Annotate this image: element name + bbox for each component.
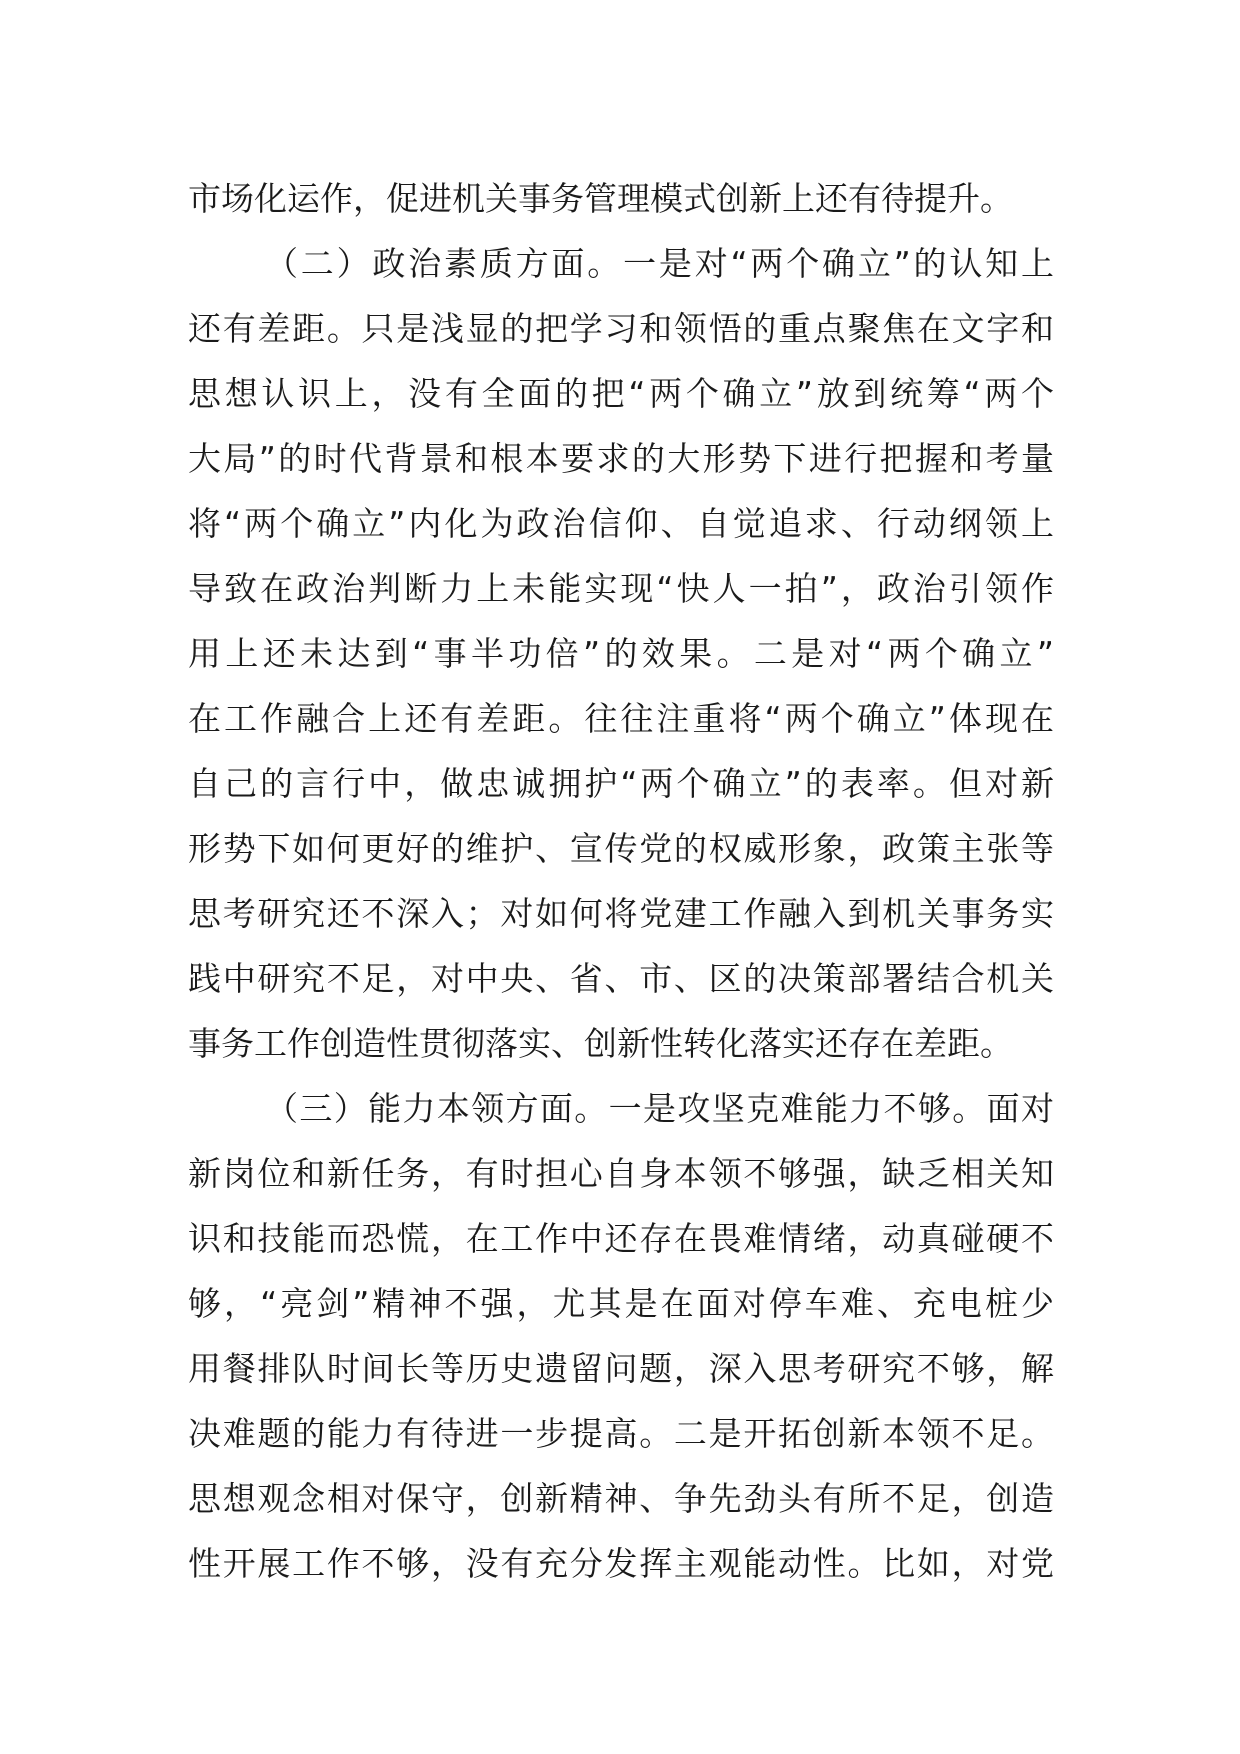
text-line: 用餐排队时间长等历史遗留问题，深入思考研究不够，解 [188,1349,1054,1388]
paragraph-heading-line: （二）政治素质方面。一是对“两个确立”的认知上 [265,244,1054,283]
text-line: 大局”的时代背景和根本要求的大形势下进行把握和考量 [188,439,1054,478]
text-line: 用上还未达到“事半功倍”的效果。二是对“两个确立” [188,634,1054,673]
document-body [188,166,1054,1596]
text-line: 思想认识上，没有全面的把“两个确立”放到统筹“两个 [188,374,1054,413]
text-line: 导致在政治判断力上未能实现“快人一拍”，政治引领作 [188,569,1054,608]
text-line: 在工作融合上还有差距。往往注重将“两个确立”体现在 [188,699,1054,738]
text-line: 还有差距。只是浅显的把学习和领悟的重点聚焦在文字和 [188,309,1054,348]
text-line: 市场化运作，促进机关事务管理模式创新上还有待提升。 [188,179,1013,218]
text-line: 新岗位和新任务，有时担心自身本领不够强，缺乏相关知 [188,1154,1054,1193]
text-line: 思想观念相对保守，创新精神、争先劲头有所不足，创造 [188,1479,1054,1518]
text-line: 践中研究不足，对中央、省、市、区的决策部署结合机关 [188,959,1054,998]
paragraph-heading-line: （三）能力本领方面。一是攻坚克难能力不够。面对 [265,1089,1054,1128]
text-line: 识和技能而恐慌，在工作中还存在畏难情绪，动真碰硬不 [188,1219,1054,1258]
text-line: 形势下如何更好的维护、宣传党的权威形象，政策主张等 [188,829,1054,868]
text-line: 自己的言行中，做忠诚拥护“两个确立”的表率。但对新 [188,764,1054,803]
text-line: 事务工作创造性贯彻落实、创新性转化落实还存在差距。 [188,1024,1013,1063]
text-line: 够，“亮剑”精神不强，尤其是在面对停车难、充电桩少 [188,1284,1054,1323]
text-line: 决难题的能力有待进一步提高。二是开拓创新本领不足。 [188,1414,1054,1453]
text-line: 思考研究还不深入；对如何将党建工作融入到机关事务实 [188,894,1054,933]
text-line: 将“两个确立”内化为政治信仰、自觉追求、行动纲领上 [188,504,1054,543]
text-line: 性开展工作不够，没有充分发挥主观能动性。比如，对党 [188,1544,1054,1583]
